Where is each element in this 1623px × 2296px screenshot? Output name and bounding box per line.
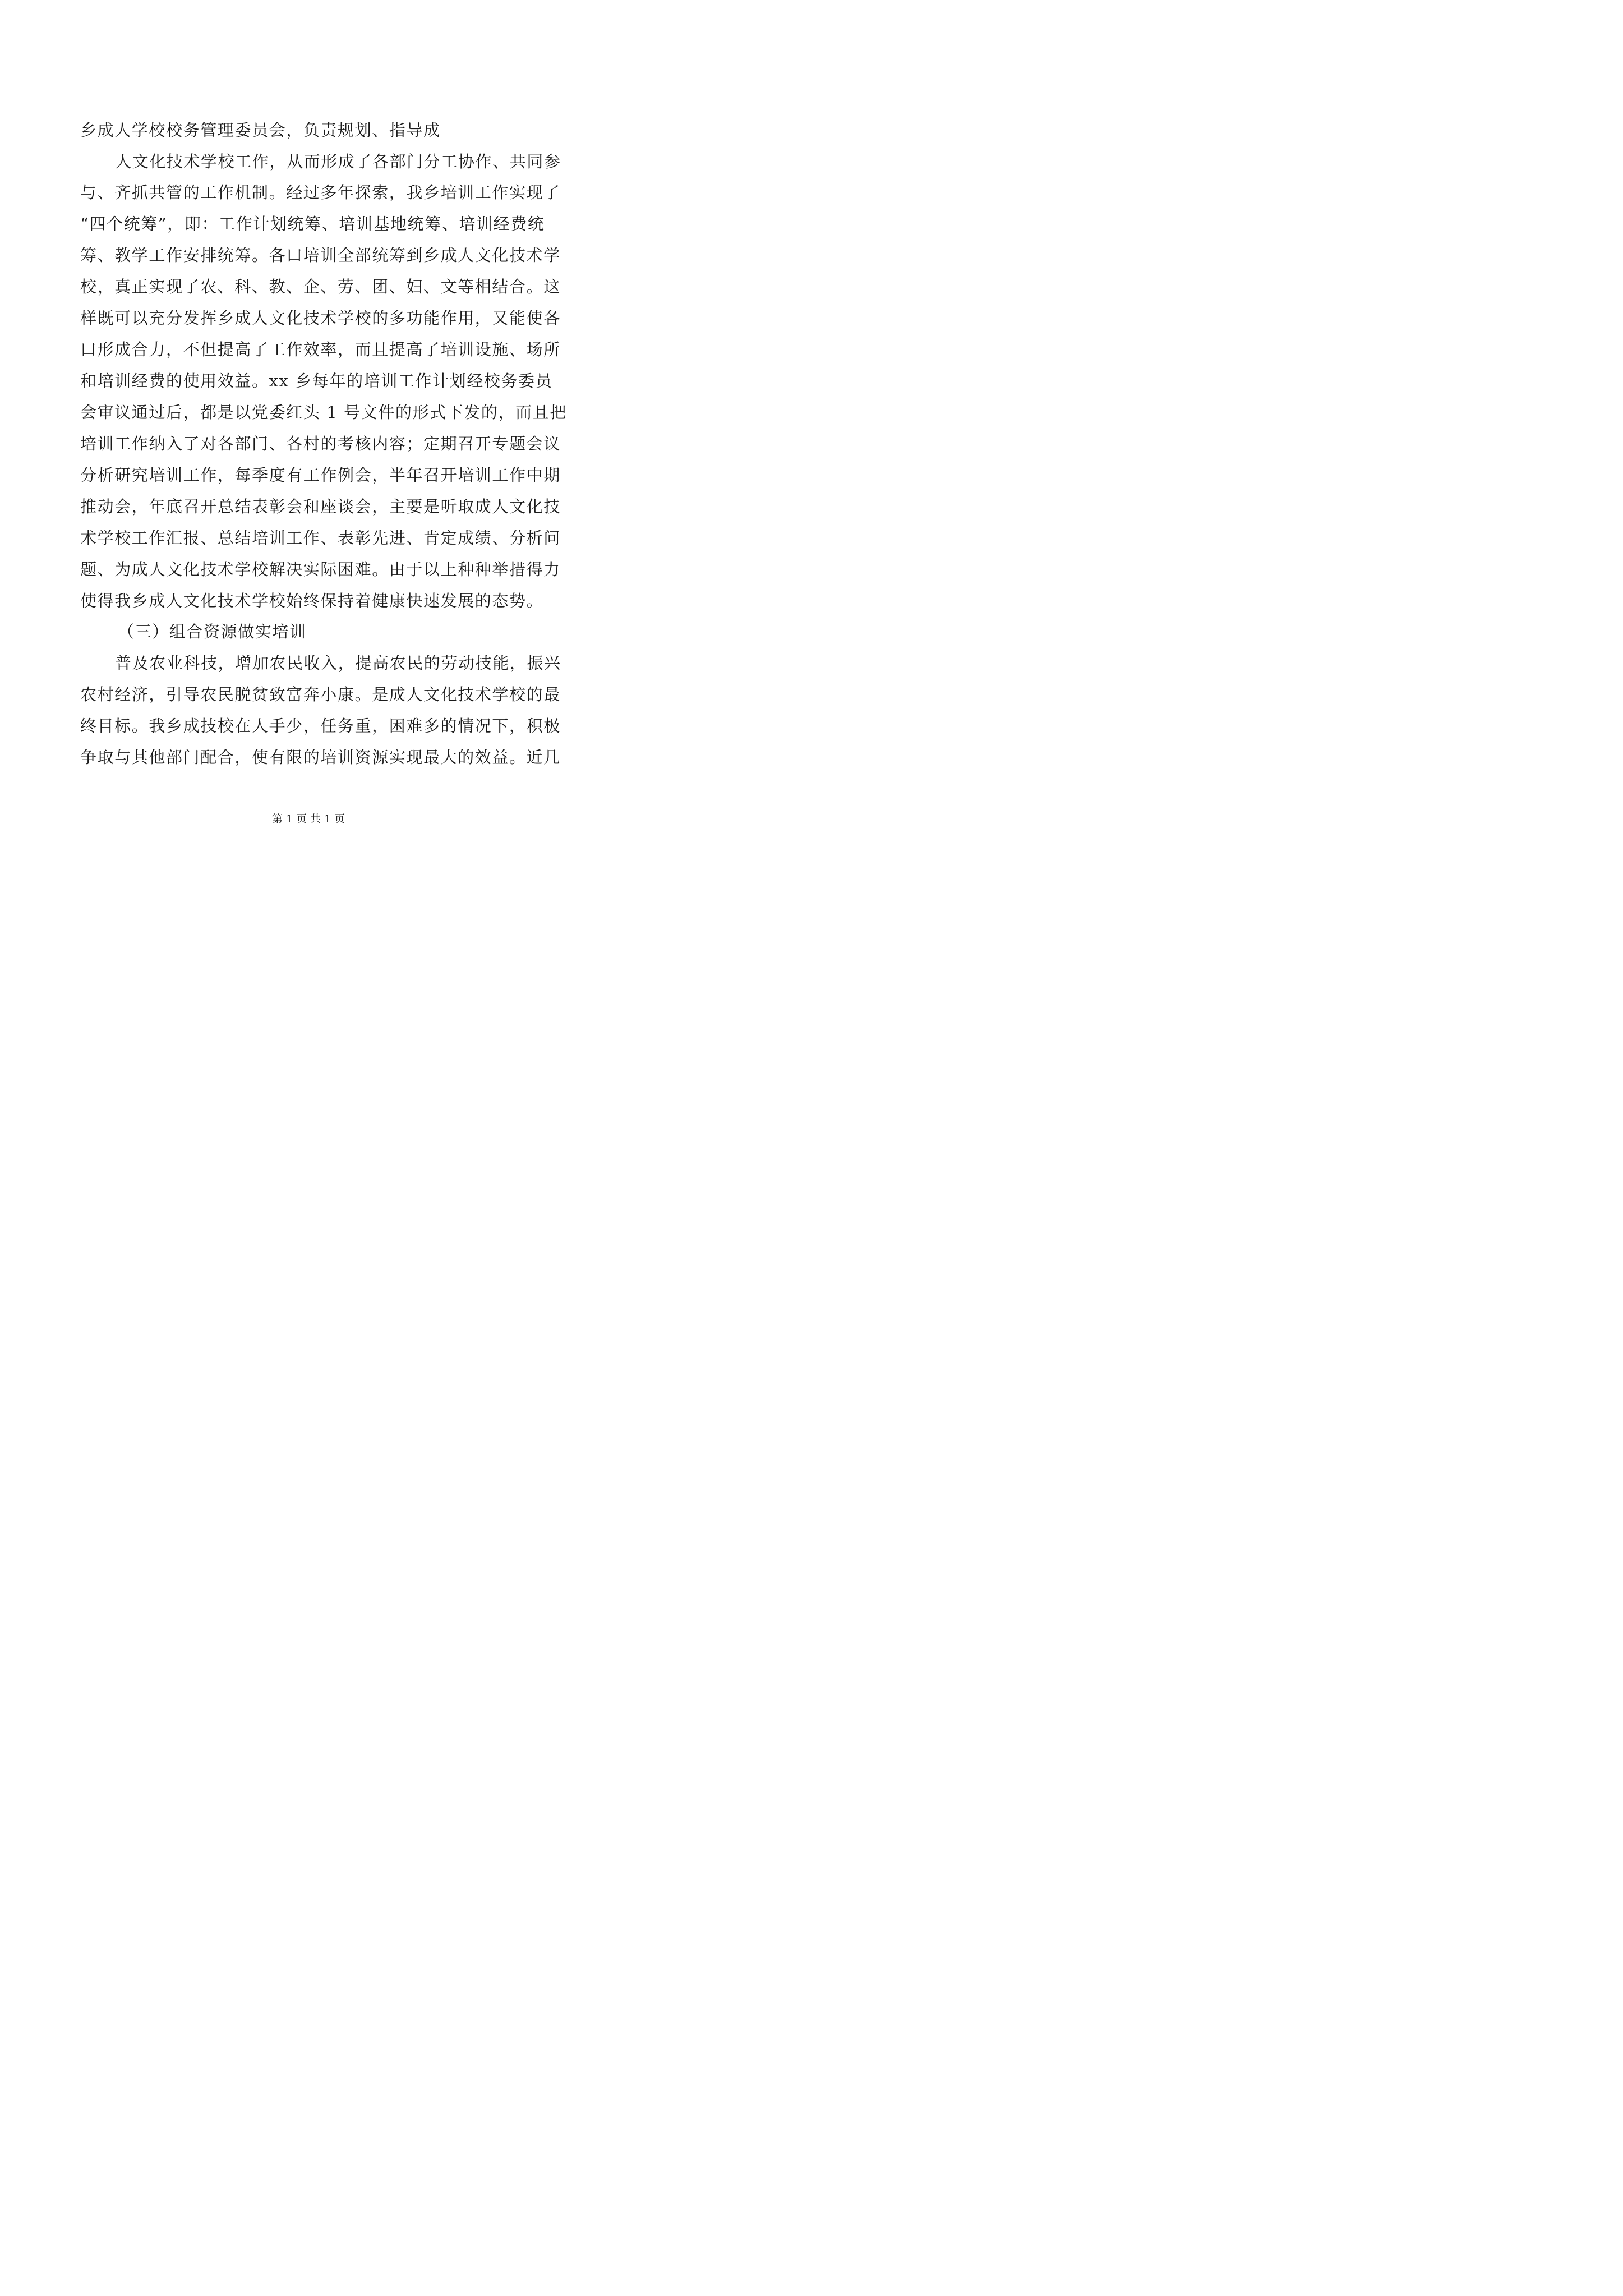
body-line: 口形成合力，不但提高了工作效率，而且提高了培训设施、场所 [80,340,561,359]
body-line: 使得我乡成人文化技术学校始终保持着健康快速发展的态势。 [80,591,544,610]
body-line: 普及农业科技，增加农民收入，提高农民的劳动技能，振兴 [115,654,561,673]
body-line: 人文化技术学校工作，从而形成了各部门分工协作、共同参 [115,152,561,171]
body-line: 分析研究培训工作，每季度有工作例会，半年召开培训工作中期 [80,466,561,485]
body-line: 术学校工作汇报、总结培训工作、表彰先进、肯定成绩、分析问 [80,528,561,547]
document-page [0,0,617,873]
body-line: 乡成人学校校务管理委员会，负责规划、指导成 [80,121,441,140]
body-line: 校，真正实现了农、科、教、企、劳、团、妇、文等相结合。这 [80,277,561,296]
body-line: 筹、教学工作安排统筹。各口培训全部统筹到乡成人文化技术学 [80,246,561,265]
body-line: 和培训经费的使用效益。xx 乡每年的培训工作计划经校务委员 [80,371,553,390]
body-line: 推动会，年底召开总结表彰会和座谈会，主要是听取成人文化技 [80,497,561,516]
body-line: “四个统筹”，即：工作计划统筹、培训基地统筹、培训经费统 [80,214,545,233]
page-number-footer: 第 1 页 共 1 页 [271,813,345,825]
body-line: 与、齐抓共管的工作机制。经过多年探索，我乡培训工作实现了 [80,183,561,202]
body-line: 培训工作纳入了对各部门、各村的考核内容；定期召开专题会议 [80,434,561,453]
body-line: 题、为成人文化技术学校解决实际困难。由于以上种种举措得力 [80,560,561,579]
section-heading: （三）组合资源做实培训 [118,622,307,641]
body-line: 争取与其他部门配合，使有限的培训资源实现最大的效益。近几 [80,748,561,767]
body-line: 会审议通过后，都是以党委红头 1 号文件的形式下发的，而且把 [80,403,567,422]
body-line: 终目标。我乡成技校在人手少，任务重，困难多的情况下，积极 [80,716,561,735]
body-line: 农村经济，引导农民脱贫致富奔小康。是成人文化技术学校的最 [80,685,561,704]
body-line: 样既可以充分发挥乡成人文化技术学校的多功能作用，又能使各 [80,309,561,328]
